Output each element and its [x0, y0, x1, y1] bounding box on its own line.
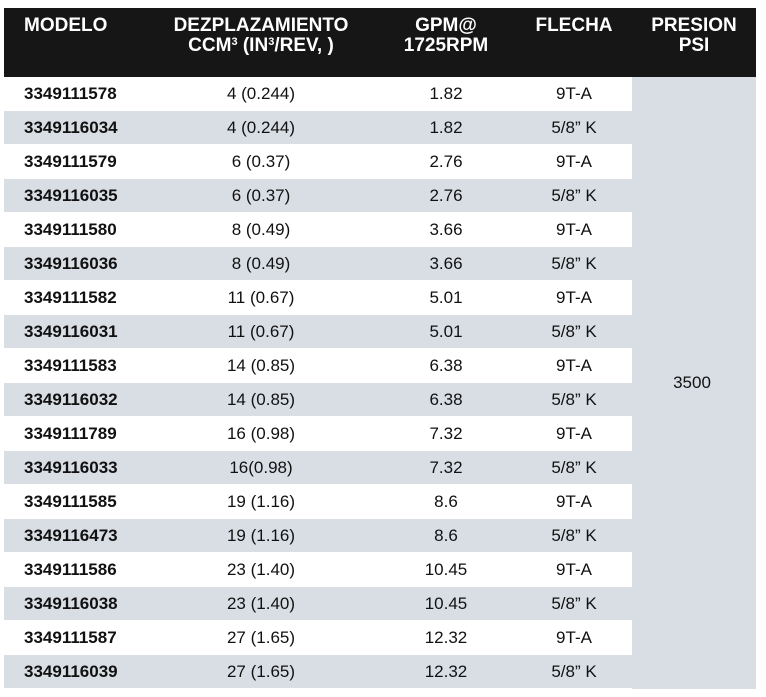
cell-gpm: 6.38 — [376, 383, 516, 417]
header-desp-rev: /REV, ) — [274, 35, 334, 56]
cell-gpm: 2.76 — [376, 145, 516, 179]
cell-gpm: 7.32 — [376, 451, 516, 485]
cell-modelo: 3349116039 — [4, 655, 146, 689]
cell-modelo: 3349111789 — [4, 417, 146, 451]
cell-modelo: 3349111578 — [4, 77, 146, 111]
cell-gpm: 8.6 — [376, 485, 516, 519]
header-desplazamiento — [146, 8, 376, 77]
cell-flecha: 5/8” K — [516, 247, 632, 281]
cell-modelo: 3349111587 — [4, 621, 146, 655]
header-gpm — [376, 8, 516, 77]
cell-desplazamiento: 8 (0.49) — [146, 213, 376, 247]
cell-flecha: 9T-A — [516, 553, 632, 587]
cell-flecha: 9T-A — [516, 213, 632, 247]
cell-gpm: 1.82 — [376, 77, 516, 111]
cell-desplazamiento: 4 (0.244) — [146, 111, 376, 145]
cell-flecha: 9T-A — [516, 417, 632, 451]
cell-desplazamiento: 19 (1.16) — [146, 485, 376, 519]
cell-desplazamiento: 8 (0.49) — [146, 247, 376, 281]
cell-desplazamiento: 27 (1.65) — [146, 655, 376, 689]
cell-gpm: 1.82 — [376, 111, 516, 145]
header-flecha — [516, 8, 632, 77]
cell-modelo: 3349116032 — [4, 383, 146, 417]
cell-modelo: 3349111583 — [4, 349, 146, 383]
cell-gpm: 8.6 — [376, 519, 516, 553]
cell-desplazamiento: 16(0.98) — [146, 451, 376, 485]
header-desp-sup1: 3 — [231, 36, 238, 48]
cell-desplazamiento: 6 (0.37) — [146, 145, 376, 179]
table-body — [4, 77, 756, 689]
table-header — [4, 8, 756, 77]
cell-modelo: 3349111586 — [4, 553, 146, 587]
cell-modelo: 3349111582 — [4, 281, 146, 315]
cell-gpm: 6.38 — [376, 349, 516, 383]
cell-flecha: 9T-A — [516, 281, 632, 315]
cell-desplazamiento: 14 (0.85) — [146, 349, 376, 383]
cell-desplazamiento: 11 (0.67) — [146, 281, 376, 315]
header-desplazamiento-line2 — [147, 36, 375, 56]
cell-flecha: 5/8” K — [516, 315, 632, 349]
cell-flecha: 5/8” K — [516, 111, 632, 145]
header-desp-sup2: 3 — [268, 36, 275, 48]
header-flecha-label: FLECHA — [535, 15, 613, 36]
cell-desplazamiento: 19 (1.16) — [146, 519, 376, 553]
cell-modelo: 3349111580 — [4, 213, 146, 247]
header-row — [4, 8, 756, 77]
cell-flecha: 9T-A — [516, 145, 632, 179]
cell-desplazamiento: 11 (0.67) — [146, 315, 376, 349]
header-modelo-label: MODELO — [24, 15, 108, 36]
header-modelo — [4, 8, 146, 77]
cell-modelo: 3349116035 — [4, 179, 146, 213]
cell-gpm: 3.66 — [376, 213, 516, 247]
cell-flecha: 9T-A — [516, 485, 632, 519]
header-desp-ccm: CCM — [188, 35, 232, 56]
cell-desplazamiento: 23 (1.40) — [146, 553, 376, 587]
cell-gpm: 3.66 — [376, 247, 516, 281]
header-presion — [632, 8, 756, 77]
pump-spec-table-wrapper — [4, 8, 756, 689]
cell-modelo: 3349111585 — [4, 485, 146, 519]
header-presion-line2: PSI — [678, 35, 710, 56]
header-presion-line1: PRESION — [651, 15, 737, 36]
cell-modelo: 3349111579 — [4, 145, 146, 179]
cell-gpm: 2.76 — [376, 179, 516, 213]
cell-flecha: 5/8” K — [516, 519, 632, 553]
cell-flecha: 5/8” K — [516, 655, 632, 689]
cell-modelo: 3349116473 — [4, 519, 146, 553]
cell-flecha: 9T-A — [516, 621, 632, 655]
header-desplazamiento-line1: DEZPLAZAMIENTO — [173, 15, 349, 36]
cell-gpm: 7.32 — [376, 417, 516, 451]
cell-presion: 3500 — [632, 77, 756, 689]
cell-gpm: 5.01 — [376, 315, 516, 349]
cell-flecha: 9T-A — [516, 77, 632, 111]
cell-modelo: 3349116036 — [4, 247, 146, 281]
cell-flecha: 9T-A — [516, 349, 632, 383]
cell-modelo: 3349116034 — [4, 111, 146, 145]
cell-desplazamiento: 16 (0.98) — [146, 417, 376, 451]
cell-flecha: 5/8” K — [516, 451, 632, 485]
cell-desplazamiento: 6 (0.37) — [146, 179, 376, 213]
cell-flecha: 5/8” K — [516, 383, 632, 417]
cell-modelo: 3349116033 — [4, 451, 146, 485]
cell-desplazamiento: 23 (1.40) — [146, 587, 376, 621]
cell-gpm: 10.45 — [376, 587, 516, 621]
header-gpm-line2: 1725RPM — [403, 35, 489, 56]
cell-flecha: 5/8” K — [516, 587, 632, 621]
cell-gpm: 5.01 — [376, 281, 516, 315]
cell-modelo: 3349116031 — [4, 315, 146, 349]
header-desp-in: (IN — [237, 35, 269, 56]
cell-gpm: 12.32 — [376, 655, 516, 689]
pump-spec-table — [4, 8, 756, 689]
cell-desplazamiento: 14 (0.85) — [146, 383, 376, 417]
cell-modelo: 3349116038 — [4, 587, 146, 621]
header-gpm-line1: GPM@ — [415, 15, 477, 36]
cell-desplazamiento: 4 (0.244) — [146, 77, 376, 111]
table-row — [4, 77, 756, 111]
cell-gpm: 12.32 — [376, 621, 516, 655]
cell-flecha: 5/8” K — [516, 179, 632, 213]
cell-gpm: 10.45 — [376, 553, 516, 587]
cell-desplazamiento: 27 (1.65) — [146, 621, 376, 655]
